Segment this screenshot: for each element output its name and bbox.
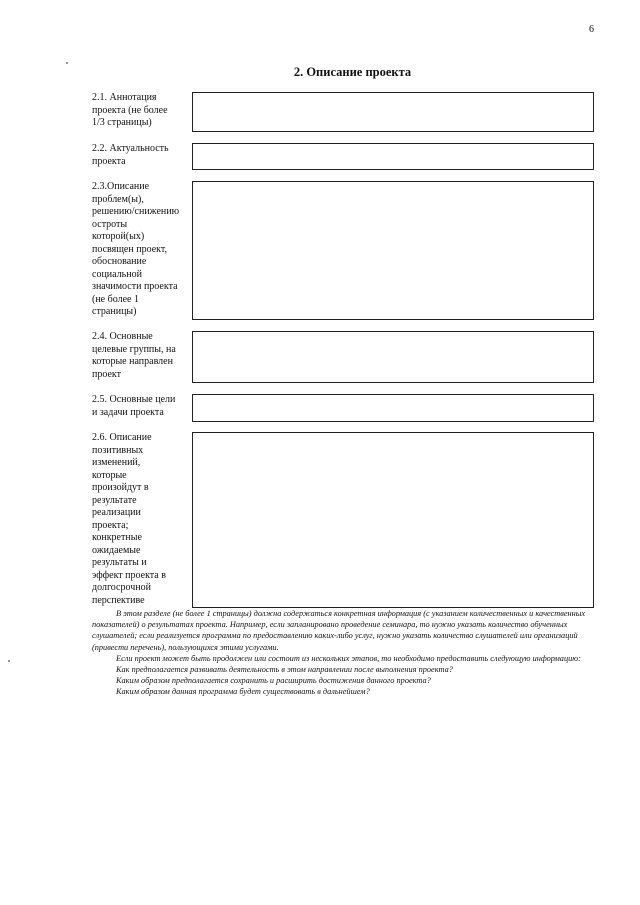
row-label: 2.4. Основные целевые группы, на которые направлен проект <box>92 331 176 380</box>
row-problem <box>92 181 594 320</box>
relevance-answer-box[interactable] <box>192 143 594 170</box>
target-groups-answer-box[interactable] <box>192 331 594 383</box>
row-target-groups <box>92 331 594 383</box>
goals-answer-box[interactable] <box>192 394 594 422</box>
note-paragraph: В этом разделе (не более 1 страницы) должна содержаться конкретная информация (с указанием количественных и качественных показателей) о результатах проекта. Например, если запланировано проведение семинара, то нужно указать количество обученных слушателей; если реализуется программа по предоставлению каких-либо услуг, нужно указать количество слушателей или организаций (привести перечень), пользующихся этими услугами. <box>92 609 586 652</box>
note-question: Каким образом данная программа будет существовать в дальнейшем? <box>116 687 370 697</box>
row-label: 2.1. Аннотация проекта (не более 1/3 страницы) <box>92 92 168 128</box>
row-positive-changes <box>92 432 594 608</box>
scan-speck <box>66 62 68 64</box>
page-number: 6 <box>589 24 594 35</box>
annotation-answer-box[interactable] <box>192 92 594 132</box>
note-question: Как предполагается развивать деятельность в этом направлении после выполнения проекта? <box>116 665 453 675</box>
row-annotation <box>92 92 594 132</box>
note-question: Каким образом предполагается сохранить и расширить достижения данного проекта? <box>116 676 431 686</box>
note-paragraph: Если проект может быть продолжен или состоит из нескольких этапов, то необходимо предоставить следующую информацию: <box>116 653 581 663</box>
problem-answer-box[interactable] <box>192 181 594 320</box>
row-label: 2.5. Основные цели и задачи проекта <box>92 394 176 418</box>
scan-speck <box>8 660 10 662</box>
row-label: 2.3.Описание проблем(ы), решению/снижению остроты которой(ых) посвящен проект, обоснование социальной значимости проекта (не более 1 страницы) <box>92 181 180 317</box>
row-label: 2.2. Актуальность проекта <box>92 143 169 167</box>
row-relevance <box>92 143 594 170</box>
section-title: 2. Описание проекта <box>293 65 412 79</box>
positive-changes-answer-box[interactable] <box>192 432 594 608</box>
instructions-note <box>92 608 587 698</box>
row-goals <box>92 394 594 422</box>
row-label: 2.6. Описание позитивных изменений, которые произойдут в результате реализации проекта; конкретные ожидаемые результаты и эффект проекта в долгосрочной перспективе <box>92 432 166 606</box>
